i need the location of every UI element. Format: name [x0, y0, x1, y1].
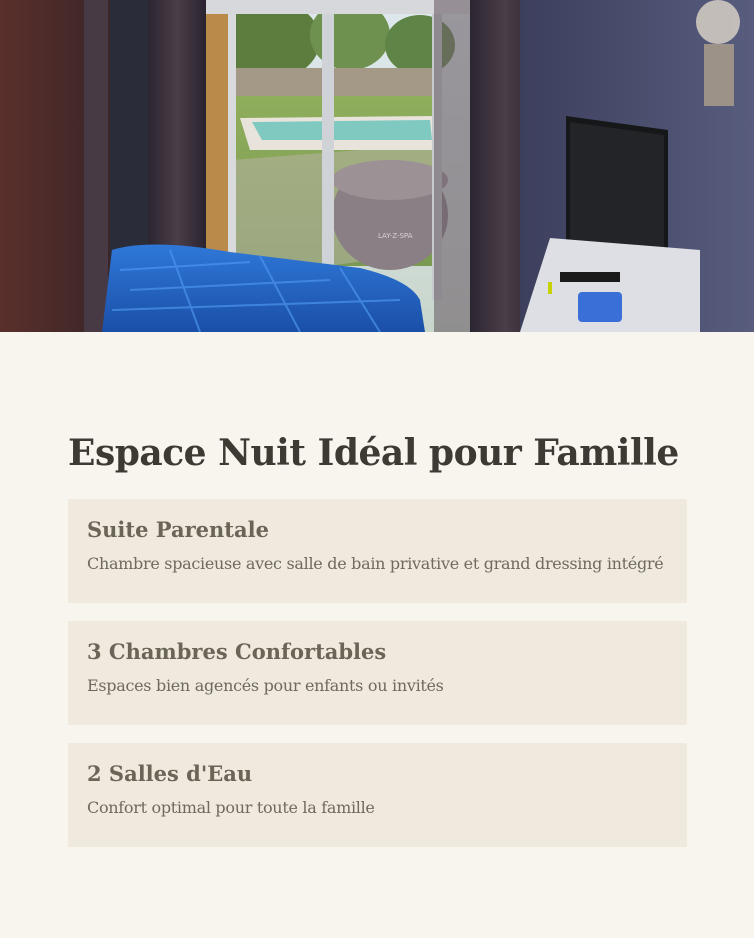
section-title: Espace Nuit Idéal pour Famille [68, 432, 679, 474]
feature-description: Confort optimal pour toute la famille [87, 798, 375, 817]
feature-card-salles-eau [68, 743, 687, 847]
feature-card-suite-parentale [68, 499, 687, 603]
feature-description: Espaces bien agencés pour enfants ou invités [87, 676, 444, 695]
feature-description: Chambre spacieuse avec salle de bain privative et grand dressing intégré [87, 554, 664, 573]
svg-text:LAY-Z-SPA: LAY-Z-SPA [378, 232, 413, 240]
feature-title: 3 Chambres Confortables [87, 639, 387, 664]
feature-card-chambres [68, 621, 687, 725]
feature-title: Suite Parentale [87, 517, 269, 542]
feature-title: 2 Salles d'Eau [87, 761, 253, 786]
hero-image [0, 0, 754, 332]
feature-list [68, 499, 687, 865]
